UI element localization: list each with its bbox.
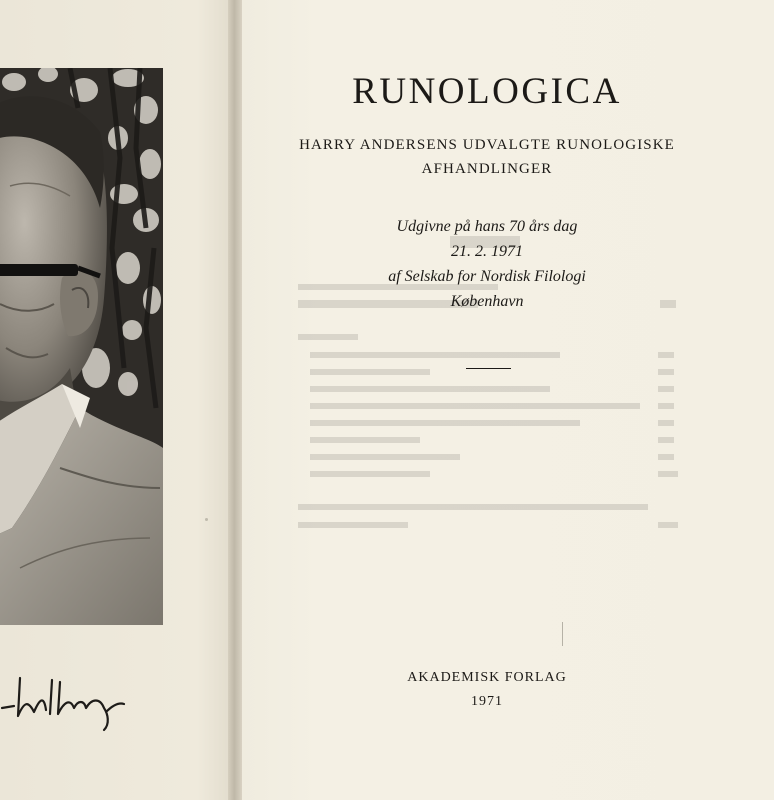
publisher-imprint <box>240 666 734 714</box>
dedication-society: af Selskab for Nordisk Filologi <box>388 268 586 285</box>
publisher-name: AKADEMISK FORLAG <box>407 670 567 685</box>
subtitle-line: HARRY ANDERSENS UDVALGTE RUNOLOGISKE <box>299 137 675 153</box>
book-subtitle <box>240 133 734 181</box>
subtitle-line: AFHANDLINGER <box>421 161 553 177</box>
decorative-rule <box>466 368 511 369</box>
book-title: RUNOLOGICA <box>352 71 622 112</box>
dedication-line: Udgivne på hans 70 års dag <box>396 218 578 235</box>
paper-crease <box>562 622 563 646</box>
author-signature <box>0 672 130 732</box>
dedication-block <box>240 214 734 314</box>
paper-speck <box>205 518 208 521</box>
dedication-date: 21. 2. 1971 <box>451 243 523 260</box>
author-portrait-photo <box>0 68 163 625</box>
dedication-city: København <box>450 293 524 310</box>
publication-year: 1971 <box>471 694 503 709</box>
